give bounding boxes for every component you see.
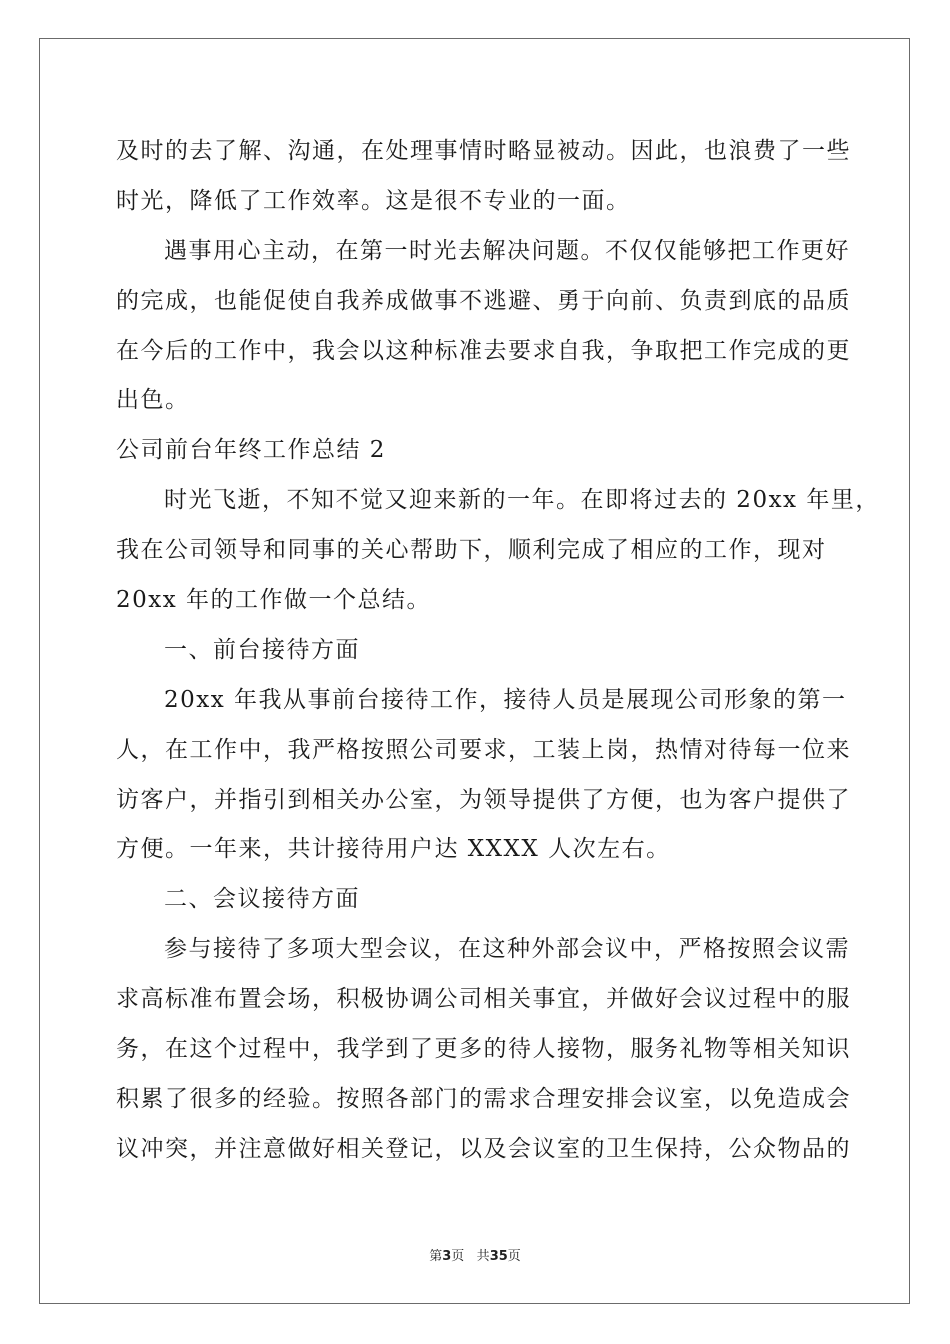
document-body <box>116 127 880 1175</box>
text-line: 积累了很多的经验。按照各部门的需求合理安排会议室，以免造成会 <box>116 1085 851 1112</box>
text-line: 方便。一年来，共计接待用户达 XXXX 人次左右。 <box>116 836 671 863</box>
text-line: 议冲突，并注意做好相关登记，以及会议室的卫生保持，公众物品的 <box>116 1135 851 1162</box>
subsection-heading: 二、会议接待方面 <box>164 886 360 913</box>
text-line: 参与接待了多项大型会议，在这种外部会议中，严格按照会议需 <box>164 936 850 963</box>
text-line: 出色。 <box>116 387 190 414</box>
footer-page-unit: 页 <box>451 1249 465 1264</box>
page-number: 3 <box>442 1249 452 1264</box>
text-line: 的完成，也能促使自我养成做事不逃避、勇于向前、负责到底的品质 <box>116 287 851 314</box>
footer-total-prefix: 共 <box>476 1249 490 1264</box>
text-line: 遇事用心主动，在第一时光去解决问题。不仅仅能够把工作更好 <box>164 237 850 264</box>
text-line: 及时的去了解、沟通，在处理事情时略显被动。因此，也浪费了一些 <box>116 138 851 164</box>
text-line: 20xx 年的工作做一个总结。 <box>116 587 432 614</box>
text-line: 求高标准布置会场，积极协调公司相关事宜，并做好会议过程中的服 <box>116 986 851 1013</box>
text-line: 时光飞逝，不知不觉又迎来新的一年。在即将过去的 20xx 年里， <box>164 487 880 514</box>
section-heading: 公司前台年终工作总结 2 <box>116 437 386 464</box>
subsection-heading: 一、前台接待方面 <box>164 636 360 663</box>
text-line: 人，在工作中，我严格按照公司要求，工装上岗，热情对待每一位来 <box>116 736 851 763</box>
footer-prefix: 第 <box>429 1249 443 1264</box>
text-line: 务，在这个过程中，我学到了更多的待人接物，服务礼物等相关知识 <box>116 1036 851 1063</box>
page-footer <box>0 1245 950 1264</box>
text-line: 时光，降低了工作效率。这是很不专业的一面。 <box>116 187 631 214</box>
text-line: 20xx 年我从事前台接待工作，接待人员是展现公司形象的第一 <box>164 686 847 713</box>
text-line: 我在公司领导和同事的关心帮助下，顺利完成了相应的工作，现对 <box>116 537 827 564</box>
total-pages: 35 <box>489 1249 508 1264</box>
footer-total-unit: 页 <box>507 1249 521 1264</box>
text-line: 访客户，并指引到相关办公室，为领导提供了方便，也为客户提供了 <box>116 786 851 813</box>
text-line: 在今后的工作中，我会以这种标准去要求自我，争取把工作完成的更 <box>116 337 851 364</box>
